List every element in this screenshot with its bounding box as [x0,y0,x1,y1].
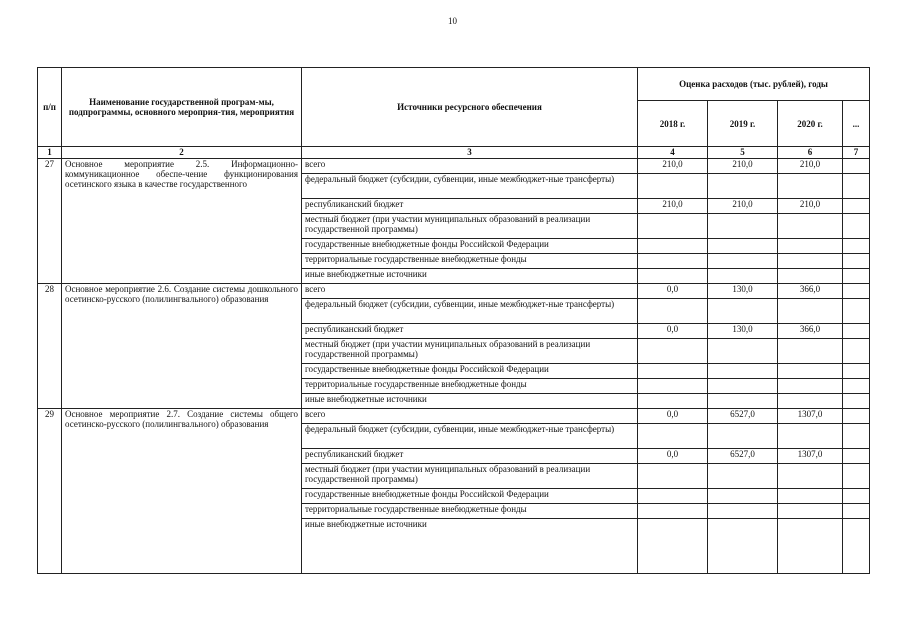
empty-cell [708,239,778,254]
empty-cell [778,464,843,489]
column-number: 3 [302,147,638,159]
header-sources: Источники ресурсного обеспечения [302,68,638,147]
empty-cell [638,424,708,449]
value-cell: 0,0 [638,284,708,299]
source-label: государственные внебюджетные фонды Российской Федерации [302,239,638,254]
value-cell: 366,0 [778,324,843,339]
measure-name: Основное мероприятие 2.6. Создание системы дошкольного осетинско-русского (полилингвального) образования [62,284,302,409]
empty-cell [638,394,708,409]
empty-cell [638,254,708,269]
empty-cell [843,239,870,254]
empty-cell [843,409,870,424]
empty-cell [708,299,778,324]
value-cell: 210,0 [778,199,843,214]
column-number: 1 [38,147,62,159]
empty-cell [778,394,843,409]
empty-cell [708,254,778,269]
empty-cell [778,504,843,519]
value-cell: 130,0 [708,324,778,339]
row-number: 29 [38,409,62,574]
empty-cell [638,214,708,239]
source-label: иные внебюджетные источники [302,269,638,284]
source-label: республиканский бюджет [302,324,638,339]
header-year: ... [843,101,870,147]
empty-cell [843,174,870,199]
value-cell: 210,0 [708,199,778,214]
source-label: местный бюджет (при участии муниципальных образований в реализации государственной программы) [302,214,638,239]
empty-cell [778,489,843,504]
value-cell: 0,0 [638,324,708,339]
empty-cell [638,489,708,504]
source-label: территориальные государственные внебюджетные фонды [302,504,638,519]
empty-cell [638,239,708,254]
empty-cell [638,339,708,364]
empty-cell [778,239,843,254]
empty-cell [843,284,870,299]
empty-cell [843,214,870,239]
empty-cell [843,324,870,339]
value-cell: 366,0 [778,284,843,299]
empty-cell [843,199,870,214]
source-label: всего [302,159,638,174]
value-cell: 1307,0 [778,449,843,464]
empty-cell [708,379,778,394]
empty-cell [778,424,843,449]
column-number: 4 [638,147,708,159]
value-cell: 130,0 [708,284,778,299]
empty-cell [778,379,843,394]
empty-cell [843,379,870,394]
column-number: 2 [62,147,302,159]
empty-cell [708,269,778,284]
empty-cell [843,489,870,504]
empty-cell [778,269,843,284]
empty-cell [708,339,778,364]
empty-cell [778,519,843,574]
empty-cell [708,174,778,199]
resource-table [37,67,870,574]
source-label: территориальные государственные внебюджетные фонды [302,379,638,394]
empty-cell [638,379,708,394]
empty-cell [843,424,870,449]
source-label: федеральный бюджет (субсидии, субвенции, иные межбюджет-ные трансферты) [302,299,638,324]
empty-cell [843,254,870,269]
empty-cell [778,299,843,324]
empty-cell [843,364,870,379]
empty-cell [778,339,843,364]
source-label: территориальные государственные внебюджетные фонды [302,254,638,269]
empty-cell [638,464,708,489]
header-name: Наименование государственной програм-мы, подпрограммы, основного мероприя-тия, мероприятия [62,68,302,147]
source-label: иные внебюджетные источники [302,519,638,574]
source-label: местный бюджет (при участии муниципальных образований в реализации государственной программы) [302,464,638,489]
value-cell: 6527,0 [708,449,778,464]
measure-name: Основное мероприятие 2.7. Создание системы общего осетинско-русского (полилингвального) образования [62,409,302,574]
empty-cell [843,449,870,464]
empty-cell [708,424,778,449]
source-label: всего [302,409,638,424]
header-year: 2018 г. [638,101,708,147]
empty-cell [708,504,778,519]
empty-cell [843,299,870,324]
column-number: 5 [708,147,778,159]
empty-cell [708,364,778,379]
page-number: 10 [448,16,457,26]
empty-cell [638,364,708,379]
value-cell: 0,0 [638,409,708,424]
header-year: 2019 г. [708,101,778,147]
column-number: 7 [843,147,870,159]
empty-cell [638,174,708,199]
empty-cell [638,299,708,324]
empty-cell [843,394,870,409]
source-label: республиканский бюджет [302,199,638,214]
empty-cell [778,254,843,269]
empty-cell [708,214,778,239]
empty-cell [708,464,778,489]
empty-cell [708,394,778,409]
empty-cell [843,339,870,364]
empty-cell [638,504,708,519]
empty-cell [843,464,870,489]
value-cell: 210,0 [638,159,708,174]
header-num: п/п [38,68,62,147]
empty-cell [778,214,843,239]
row-number: 27 [38,159,62,284]
value-cell: 210,0 [708,159,778,174]
value-cell: 6527,0 [708,409,778,424]
empty-cell [778,364,843,379]
empty-cell [638,269,708,284]
empty-cell [638,519,708,574]
source-label: федеральный бюджет (субсидии, субвенции, иные межбюджет-ные трансферты) [302,174,638,199]
value-cell: 0,0 [638,449,708,464]
empty-cell [708,519,778,574]
source-label: федеральный бюджет (субсидии, субвенции, иные межбюджет-ные трансферты) [302,424,638,449]
source-label: иные внебюджетные источники [302,394,638,409]
empty-cell [843,269,870,284]
empty-cell [708,489,778,504]
header-year: 2020 г. [778,101,843,147]
empty-cell [778,174,843,199]
value-cell: 210,0 [638,199,708,214]
empty-cell [843,504,870,519]
row-number: 28 [38,284,62,409]
source-label: государственные внебюджетные фонды Российской Федерации [302,489,638,504]
source-label: местный бюджет (при участии муниципальных образований в реализации государственной программы) [302,339,638,364]
header-estimate: Оценка расходов (тыс. рублей), годы [638,68,870,101]
value-cell: 210,0 [778,159,843,174]
source-label: всего [302,284,638,299]
source-label: республиканский бюджет [302,449,638,464]
column-number: 6 [778,147,843,159]
empty-cell [843,159,870,174]
value-cell: 1307,0 [778,409,843,424]
source-label: государственные внебюджетные фонды Российской Федерации [302,364,638,379]
measure-name: Основное мероприятие 2.5. Информационно-коммуникационное обеспе-чение функционирования осетинского языка в качестве государственного [62,159,302,284]
empty-cell [843,519,870,574]
